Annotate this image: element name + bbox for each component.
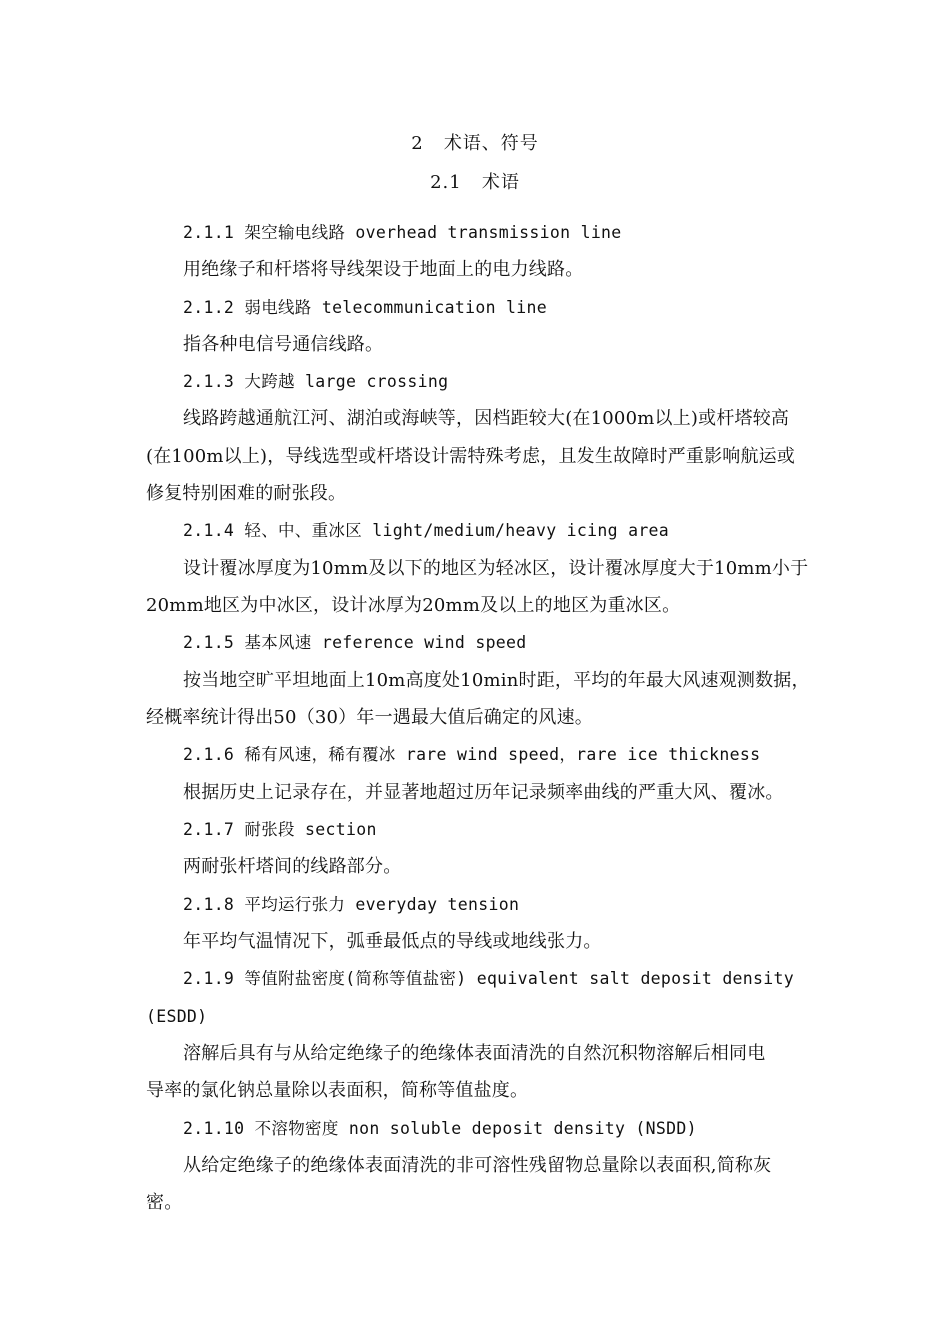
term-heading-2-1-9-line-2: (ESDD) [146,1007,208,1026]
term-heading-2-1-10: 2.1.10 不溶物密度 non soluble deposit density (NSDD) [183,1119,697,1138]
term-definition-2-1-5-line-2: 经概率统计得出50（30）年一遇最大值后确定的风速。 [146,707,594,728]
term-definition-2-1-2: 指各种电信号通信线路。 [183,334,384,355]
section-heading [0,171,950,195]
term-definition-2-1-9-line-2: 导率的氯化钠总量除以表面积，简称等值盐度。 [146,1080,529,1101]
term-heading-2-1-6: 2.1.6 稀有风速，稀有覆冰 rare wind speed，rare ice thickness [183,745,761,764]
term-heading-2-1-9-line-1: 2.1.9 等值附盐密度(简称等值盐密) equivalent salt deposit density [183,969,794,988]
chapter-title: 术语、符号 [443,133,539,154]
term-heading-2-1-8: 2.1.8 平均运行张力 everyday tension [183,895,520,914]
section-number: 2.1 [430,172,462,193]
term-heading-2-1-7: 2.1.7 耐张段 section [183,820,377,839]
term-definition-2-1-7: 两耐张杆塔间的线路部分。 [183,856,402,877]
term-definition-2-1-6: 根据历史上记录存在，并显著地超过历年记录频率曲线的严重大风、覆冰。 [183,782,784,803]
chapter-number: 2 [411,133,424,154]
term-definition-2-1-3-line-2: (在100m以上)，导线选型或杆塔设计需特殊考虑，且发生故障时严重影响航运或 [146,446,796,467]
term-heading-2-1-5: 2.1.5 基本风速 reference wind speed [183,633,527,652]
term-heading-2-1-2: 2.1.2 弱电线路 telecommunication line [183,298,547,317]
term-definition-2-1-10-line-2: 密。 [146,1192,183,1213]
term-definition-2-1-4-line-1: 设计覆冰厚度为10mm及以下的地区为轻冰区，设计覆冰厚度大于10mm小于 [183,558,809,579]
term-heading-2-1-1: 2.1.1 架空输电线路 overhead transmission line [183,223,622,242]
chapter-heading [0,132,950,156]
term-definition-2-1-1: 用绝缘子和杆塔将导线架设于地面上的电力线路。 [183,259,584,280]
term-definition-2-1-9-line-1: 溶解后具有与从给定绝缘子的绝缘体表面清洗的自然沉积物溶解后相同电 [183,1043,766,1064]
term-definition-2-1-8: 年平均气温情况下，弧垂最低点的导线或地线张力。 [183,931,602,952]
term-definition-2-1-4-line-2: 20mm地区为中冰区，设计冰厚为20mm及以上的地区为重冰区。 [146,595,681,616]
term-definition-2-1-5-line-1: 按当地空旷平坦地面上10m高度处10min时距，平均的年最大风速观测数据， [183,670,810,691]
term-definition-2-1-3-line-3: 修复特别困难的耐张段。 [146,483,347,504]
term-definition-2-1-10-line-1: 从给定绝缘子的绝缘体表面清洗的非可溶性残留物总量除以表面积,简称灰 [183,1155,772,1176]
term-heading-2-1-3: 2.1.3 大跨越 large crossing [183,372,449,391]
section-title: 术语 [481,172,520,193]
term-heading-2-1-4: 2.1.4 轻、中、重冰区 light/medium/heavy icing area [183,521,670,540]
term-definition-2-1-3-line-1: 线路跨越通航江河、湖泊或海峡等，因档距较大(在1000m以上)或杆塔较高 [183,408,790,429]
